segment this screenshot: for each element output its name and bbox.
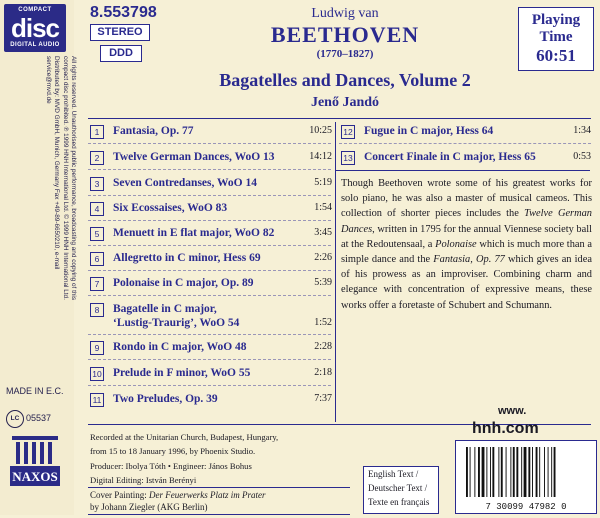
track-duration: 1:52 [314,317,332,328]
track-duration: 2:18 [314,367,332,378]
cover-label: Cover Painting: [90,490,149,500]
track-duration: 14:12 [309,151,332,162]
track-duration: 1:54 [314,202,332,213]
playing-time-value: 60:51 [536,46,576,65]
track-duration: 3:45 [314,227,332,238]
track-separator [88,295,331,296]
track-title: Bagatelle in C major, [113,303,217,315]
track-title: Seven Contredanses, WoO 14 [113,177,257,189]
description-part: , written in 1795 for the annual Viennese society ball at the Redoutensaal, a [341,223,592,250]
track-title: Two Preludes, Op. 39 [113,393,218,405]
track-title-line2: ‘Lustig-Traurig’, WoO 54 [113,317,240,329]
composer-first-name: Ludwig van [311,6,379,21]
logo-digital-audio-text: DIGITAL AUDIO [10,42,60,48]
track-number: 2 [90,151,104,165]
stereo-badge: STEREO [90,24,150,41]
recording-credits [90,430,370,487]
track-number: 8 [90,303,104,317]
credit-line: Producer: Ibolya Tóth • Engineer: János Bohus [90,460,252,471]
description-text [341,176,592,313]
cover-painter: by Johann Ziegler (AKG Berlin) [90,502,208,512]
track-duration: 5:19 [314,177,332,188]
description-emphasis: Twelve German Dances [341,208,592,235]
track-number: 13 [341,151,355,165]
description-rule [335,170,590,171]
catalog-number: 8.553798 [90,4,157,21]
track-item [90,302,332,332]
composer-dates: (1770–1827) [316,48,374,60]
barcode-number: 7 30099 47982 0 [485,502,567,512]
rights-text: All rights reserved. Unauthorised public performance, broadcasting and copying of this compact disc prohibited. ℗ 1999 HNH International Ltd. © 1999 HNH International Ltd. Distributed by: MVD GmbH, Munich, Germany Fax +49-89-6650210, e-mail service@mvd.de [45,56,77,301]
made-in-label: MADE IN E.C. [6,386,64,396]
track-separator [88,359,331,360]
description-part: which is much more than a simple dance and the [341,238,592,266]
track-title: Six Ecossaises, WoO 83 [113,202,228,214]
logo-disc-text: disc [10,13,60,43]
time-label: Time [539,29,573,45]
label-code [6,410,66,428]
cover-painting-title: Der Feuerwerks Platz im Prater [149,490,266,500]
ddd-badge: DDD [100,45,142,62]
track-title: Concert Finale in C major, Hess 65 [364,151,536,163]
track-title: Polonaise in C major, Op. 89 [113,277,254,289]
lc-number: 05537 [26,413,52,423]
barcode [455,440,597,514]
track-number: 7 [90,277,104,291]
track-title: Allegretto in C minor, Hess 69 [113,252,261,264]
track-duration: 7:37 [314,393,332,404]
description-part: Though Beethoven wrote some of his greatest works for solo piano, he was also a master of musical cameos. This collection of shorter pieces includes the [341,178,592,220]
website-link[interactable]: hnh.com [472,420,539,437]
track-title: Menuett in E flat major, WoO 82 [113,227,275,239]
description-emphasis: Fantasia, Op. 77 [433,254,505,266]
language-line: English Text / [368,469,419,479]
track-number: 10 [90,367,104,381]
tracks-top-rule [88,118,591,119]
track-number: 9 [90,341,104,355]
track-number: 5 [90,227,104,241]
credit-line: Recorded at the Unitarian Church, Budapest, Hungary, [90,432,279,442]
track-number: 3 [90,177,104,191]
naxos-logo [6,434,64,488]
track-separator [88,334,331,335]
track-separator [88,270,331,271]
credit-line: Digital Editing: István Berényi [90,474,197,485]
naxos-text: NAXOS [12,469,58,484]
description-emphasis: Polonaise [435,238,477,250]
track-separator [88,385,331,386]
language-line: Texte en français [368,497,430,507]
languages-box [363,466,439,514]
playing-time-box [518,7,594,71]
description-part: which gives an idea of his prowess as an improviser. Combining charm and elegance with concentration of expressive means, these works offer a foretaste of Schubert and Schumann. [341,254,592,311]
track-title: Prelude in F minor, WoO 55 [113,367,251,379]
website-prefix: www. [498,405,527,417]
track-title: Twelve German Dances, WoO 13 [113,151,275,163]
track-duration: 2:26 [314,252,332,263]
performer-name: Jenő Jandó [310,95,380,110]
language-line: Deutscher Text / [368,483,428,493]
track-separator [88,195,331,196]
rights-notice [9,56,77,312]
column-divider [335,122,336,422]
track-duration: 1:34 [573,125,591,136]
track-title: Fantasia, Op. 77 [113,125,194,137]
track-separator [88,143,331,144]
track-number: 6 [90,252,104,266]
barcode-icon [456,441,596,513]
track-separator [88,245,331,246]
track-duration: 10:25 [309,125,332,136]
composer-last-name: BEETHOVEN [270,22,420,47]
track-number: 12 [341,125,355,139]
album-title: Bagatelles and Dances, Volume 2 [219,70,471,90]
track-duration: 5:39 [314,277,332,288]
track-separator [339,143,591,144]
track-separator [88,169,331,170]
track-title: Rondo in C major, WoO 48 [113,341,247,353]
credit-line: from 15 to 18 January 1996, by Phoenix Studio. [90,446,256,457]
cover-painting-credit [88,487,350,515]
compact-disc-logo [4,4,66,52]
logo-compact-text: COMPACT [18,7,52,13]
track-number: 1 [90,125,104,139]
track-duration: 2:28 [314,341,332,352]
track-number: 4 [90,202,104,216]
track-title: Fugue in C major, Hess 64 [364,125,494,137]
lc-icon: LC [6,410,24,428]
track-number: 11 [90,393,104,407]
track-separator [88,220,331,221]
track-duration: 0:53 [573,151,591,162]
playing-label: Playing [531,12,581,28]
